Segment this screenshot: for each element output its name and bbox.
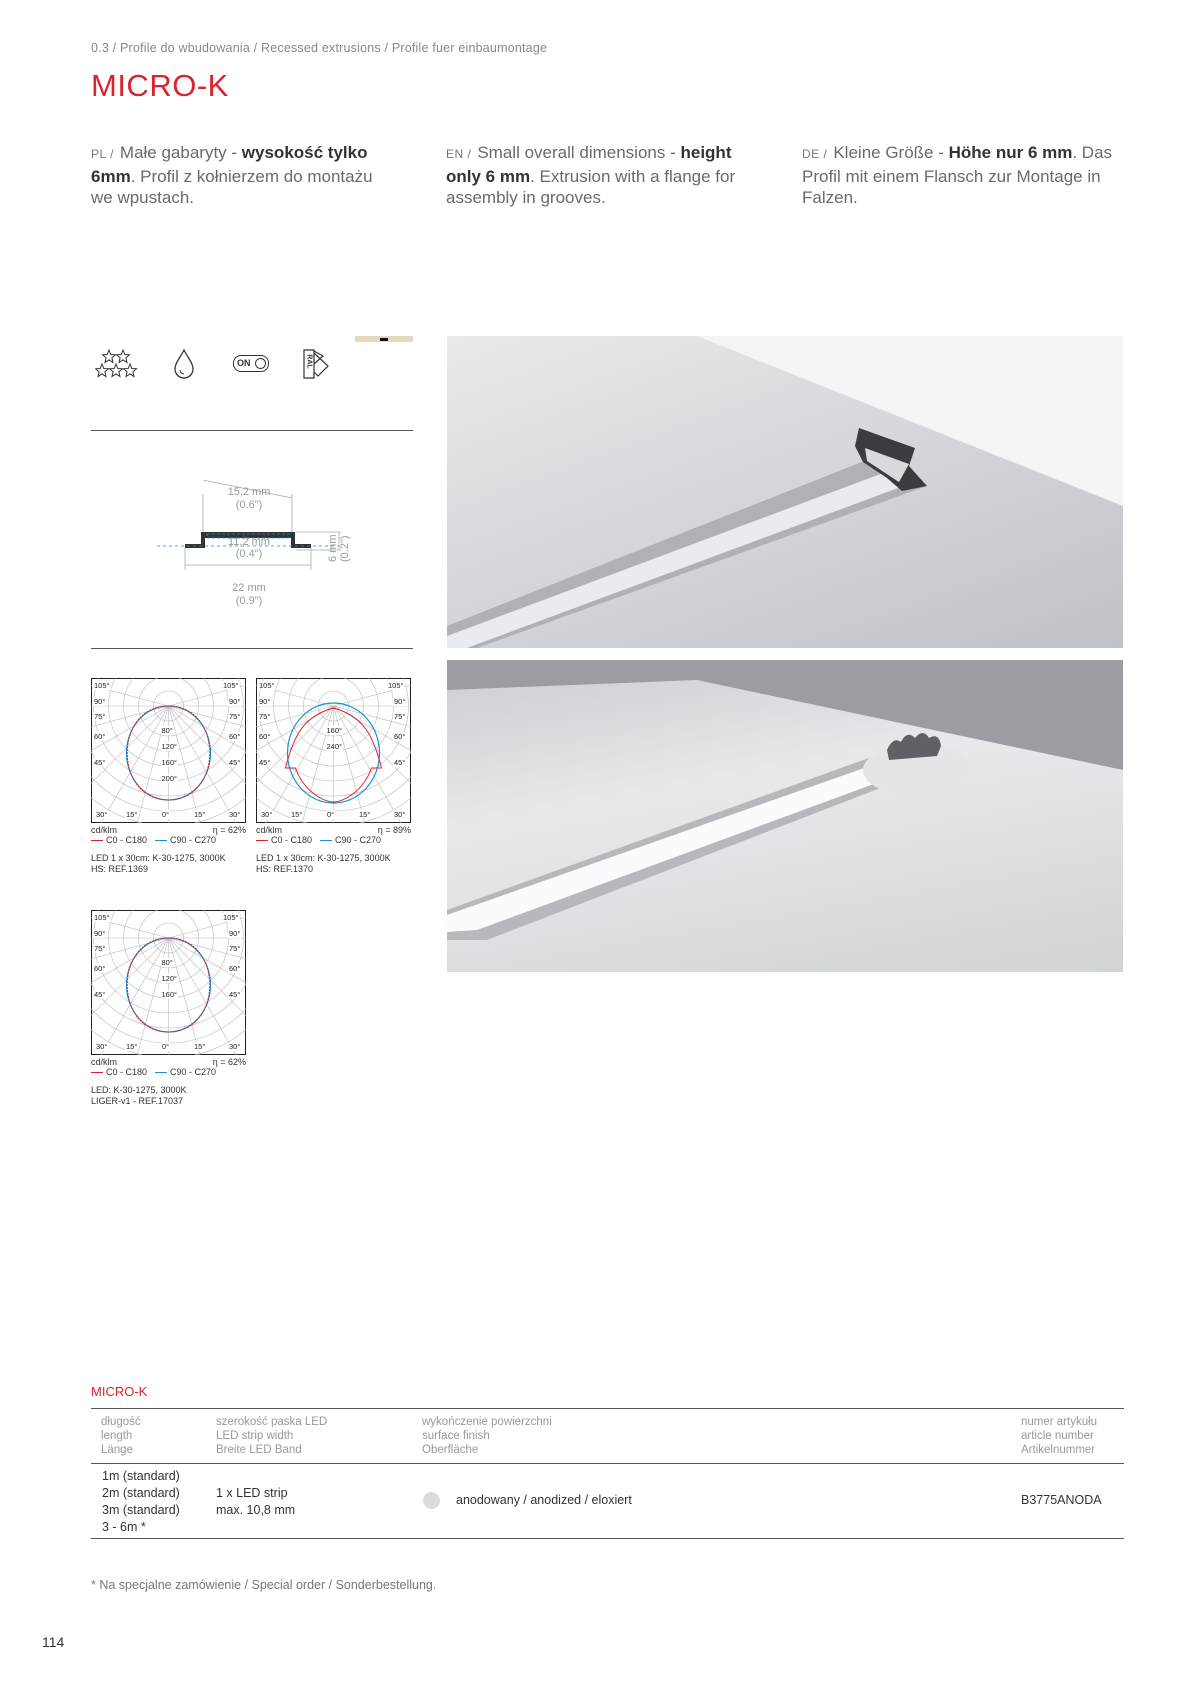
cell-length-3: 3m (standard) xyxy=(102,1503,180,1517)
dim-bottom-width-in: (0.9") xyxy=(235,595,263,607)
legend-red-line xyxy=(91,1072,103,1073)
lang-label-pl: PL / xyxy=(91,147,114,161)
polar-caption-led: LED 1 x 30cm: K-30-1275, 3000K xyxy=(256,853,391,863)
polar-caption-led: LED 1 x 30cm: K-30-1275, 3000K xyxy=(91,853,226,863)
intro-pl-bold: wysokość tylko 6mm xyxy=(91,143,368,186)
polar-caption xyxy=(91,853,246,875)
table-bottom-rule xyxy=(91,1538,1124,1539)
ring-label: 80° xyxy=(161,726,173,735)
angle-label: 15° xyxy=(291,810,303,819)
angle-label: 15° xyxy=(194,1042,206,1051)
breadcrumb: 0.3 / Profile do wbudowania / Recessed extrusions / Profile fuer einbaumontage xyxy=(91,41,548,55)
polar-chart xyxy=(91,910,246,1106)
cell-strip-width xyxy=(216,1485,295,1519)
polar-legend xyxy=(91,825,246,875)
dim-height-in: (0.2") xyxy=(339,535,351,562)
angle-label: 75° xyxy=(94,944,106,953)
polar-legend xyxy=(256,825,411,875)
th-finish-en: surface finish xyxy=(422,1430,490,1442)
ring-label: 160° xyxy=(161,758,178,767)
legend-c0: C0 - C180 xyxy=(271,835,313,845)
cell-strip-2: max. 10,8 mm xyxy=(216,1503,296,1517)
angle-label: 30° xyxy=(96,810,108,819)
angle-label: 15° xyxy=(194,810,206,819)
angle-label: 75° xyxy=(259,712,271,721)
angle-label: 45° xyxy=(94,758,106,767)
cell-length-1: 1m (standard) xyxy=(102,1469,180,1483)
polar-caption-ref: LIGER-v1 - REF.17037 xyxy=(91,1096,184,1106)
on-off-switch-icon xyxy=(233,355,269,372)
feature-icons xyxy=(95,348,415,388)
th-strip-width xyxy=(216,1415,327,1457)
angle-label: 90° xyxy=(259,697,271,706)
table-row xyxy=(102,1468,180,1536)
legend-c90: C90 - C270 xyxy=(335,835,382,845)
angle-label: 15° xyxy=(126,810,138,819)
dim-height xyxy=(327,535,351,563)
intro-pl xyxy=(91,142,391,209)
polar-chart xyxy=(91,678,246,874)
legend-blue-line xyxy=(320,840,332,841)
ring-label: 120° xyxy=(161,974,178,983)
stars-rating-icon xyxy=(95,348,139,380)
polar-caption-ref: HS: REF.1369 xyxy=(91,864,149,874)
angle-label: 45° xyxy=(94,990,106,999)
legend-c0: C0 - C180 xyxy=(106,835,148,845)
angle-label: 0° xyxy=(162,1042,170,1051)
polar-caption xyxy=(256,853,411,875)
polar-unit: cd/klm xyxy=(256,825,283,835)
th-surface-finish xyxy=(422,1415,552,1457)
intro-en-bold: height only 6 mm xyxy=(446,143,732,186)
angle-label: 105° xyxy=(223,681,239,690)
table-header-rule xyxy=(91,1463,1124,1464)
angle-label: 0° xyxy=(162,810,170,819)
dim-inner-width-mm: 11,2 mm xyxy=(228,536,270,548)
th-strip-pl: szerokość paska LED xyxy=(216,1416,328,1428)
angle-label: 60° xyxy=(259,732,271,741)
angle-label: 60° xyxy=(94,964,106,973)
dim-top-width-mm: 15,2 mm xyxy=(227,486,271,498)
divider xyxy=(91,648,413,649)
legend-blue-line xyxy=(155,1072,167,1073)
intro-de-bold: Höhe nur 6 mm xyxy=(948,143,1073,162)
intro-de-t1: Kleine Größe - xyxy=(833,143,949,162)
product-photo-top xyxy=(447,336,1123,648)
angle-label: 60° xyxy=(94,732,106,741)
color-swatch xyxy=(355,336,413,342)
angle-label: 75° xyxy=(229,944,241,953)
polar-caption-ref: HS: REF.1370 xyxy=(256,864,314,874)
intro-de xyxy=(802,142,1132,209)
dim-bottom-width xyxy=(209,582,289,608)
intro-pl-t2: . Profil z kołnierzem do montażu we wpustach. xyxy=(91,166,373,207)
angle-label: 30° xyxy=(394,810,406,819)
ring-label: 240° xyxy=(326,742,343,751)
polar-caption xyxy=(91,1085,246,1107)
angle-label: 45° xyxy=(229,758,241,767)
cell-article-number: B3775ANODA xyxy=(1021,1493,1102,1507)
angle-label: 30° xyxy=(229,810,241,819)
angle-label: 30° xyxy=(261,810,273,819)
finish-color-dot xyxy=(423,1492,440,1509)
th-finish-de: Oberfläche xyxy=(422,1444,479,1456)
th-article-de: Artikelnummer xyxy=(1021,1444,1096,1456)
polar-efficiency: η = 62% xyxy=(212,825,246,835)
cell-strip-1: 1 x LED strip xyxy=(216,1486,288,1500)
page-title: MICRO-K xyxy=(91,68,229,103)
angle-label: 0° xyxy=(327,810,335,819)
th-article-number xyxy=(1021,1415,1097,1457)
th-strip-de: Breite LED Band xyxy=(216,1444,302,1456)
profile-drawing xyxy=(91,480,413,620)
lang-label-de: DE / xyxy=(802,147,828,161)
dim-inner-width xyxy=(209,536,289,560)
angle-label: 30° xyxy=(96,1042,108,1051)
angle-label: 60° xyxy=(229,732,241,741)
angle-label: 105° xyxy=(259,681,275,690)
polar-efficiency: η = 62% xyxy=(212,1057,246,1067)
angle-label: 15° xyxy=(126,1042,138,1051)
ring-label: 160° xyxy=(326,726,343,735)
th-article-en: article number xyxy=(1021,1430,1094,1442)
angle-label: 105° xyxy=(94,913,110,922)
angle-label: 105° xyxy=(94,681,110,690)
dim-top-width-in: (0.6") xyxy=(235,499,263,511)
polar-efficiency: η = 89% xyxy=(377,825,411,835)
polar-legend xyxy=(91,1057,246,1107)
th-finish-pl: wykończenie powierzchni xyxy=(422,1416,552,1428)
ring-label: 160° xyxy=(161,990,178,999)
angle-label: 60° xyxy=(229,964,241,973)
th-length-de: Länge xyxy=(101,1444,133,1456)
angle-label: 45° xyxy=(259,758,271,767)
dim-inner-width-in: (0.4") xyxy=(235,548,263,560)
legend-red-line xyxy=(91,840,103,841)
angle-label: 90° xyxy=(229,697,241,706)
intro-de-t2: . Das Profil mit einem Flansch zur Montage in Falzen. xyxy=(802,143,1113,207)
legend-c90: C90 - C270 xyxy=(170,835,217,845)
water-drop-icon xyxy=(172,348,196,380)
table-title: MICRO-K xyxy=(91,1384,148,1399)
polar-chart xyxy=(256,678,411,874)
polar-unit: cd/klm xyxy=(91,1057,118,1067)
angle-label: 90° xyxy=(94,929,106,938)
angle-label: 90° xyxy=(94,697,106,706)
page-number: 114 xyxy=(42,1634,65,1650)
legend-blue-line xyxy=(155,840,167,841)
legend-c90: C90 - C270 xyxy=(170,1067,217,1077)
lang-label-en: EN / xyxy=(446,147,472,161)
footnote: * Na specjalne zamówienie / Special order / Sonderbestellung. xyxy=(91,1578,437,1592)
intro-en xyxy=(446,142,746,209)
angle-label: 105° xyxy=(223,913,239,922)
th-length-pl: długość xyxy=(101,1416,141,1428)
th-length xyxy=(101,1415,141,1457)
angle-label: 45° xyxy=(229,990,241,999)
divider xyxy=(91,430,413,431)
angle-label: 15° xyxy=(359,810,371,819)
th-strip-en: LED strip width xyxy=(216,1430,294,1442)
intro-en-t2: . Extrusion with a flange for assembly in grooves. xyxy=(446,166,736,207)
angle-label: 75° xyxy=(94,712,106,721)
cell-finish: anodowany / anodized / eloxiert xyxy=(456,1493,632,1507)
ring-label: 120° xyxy=(161,742,178,751)
table-top-rule xyxy=(91,1408,1124,1409)
ring-label: 200° xyxy=(161,774,178,783)
polar-caption-led: LED: K-30-1275, 3000K xyxy=(91,1085,187,1095)
intro-en-t1: Small overall dimensions - xyxy=(477,143,681,162)
dim-bottom-width-mm: 22 mm xyxy=(232,582,266,594)
angle-label: 90° xyxy=(229,929,241,938)
dim-height-mm: 6 mm xyxy=(327,534,339,562)
angle-label: 90° xyxy=(394,697,406,706)
intro-pl-t1: Małe gabaryty - xyxy=(119,143,242,162)
product-photo-bottom xyxy=(447,660,1123,972)
angle-label: 105° xyxy=(388,681,404,690)
th-length-en: length xyxy=(101,1430,133,1442)
on-off-text: ON xyxy=(237,358,251,368)
legend-c0: C0 - C180 xyxy=(106,1067,148,1077)
angle-label: 45° xyxy=(394,758,406,767)
polar-unit: cd/klm xyxy=(91,825,118,835)
dim-top-width xyxy=(209,486,289,512)
ring-label: 80° xyxy=(161,958,173,967)
angle-label: 75° xyxy=(229,712,241,721)
cell-length-4: 3 - 6m * xyxy=(102,1520,146,1534)
th-article-pl: numer artykułu xyxy=(1021,1416,1098,1428)
cell-length-2: 2m (standard) xyxy=(102,1486,180,1500)
ral-color-icon xyxy=(301,348,335,380)
angle-label: 30° xyxy=(229,1042,241,1051)
ral-text: RAL xyxy=(305,354,313,369)
legend-red-line xyxy=(256,840,268,841)
angle-label: 60° xyxy=(394,732,406,741)
angle-label: 75° xyxy=(394,712,406,721)
